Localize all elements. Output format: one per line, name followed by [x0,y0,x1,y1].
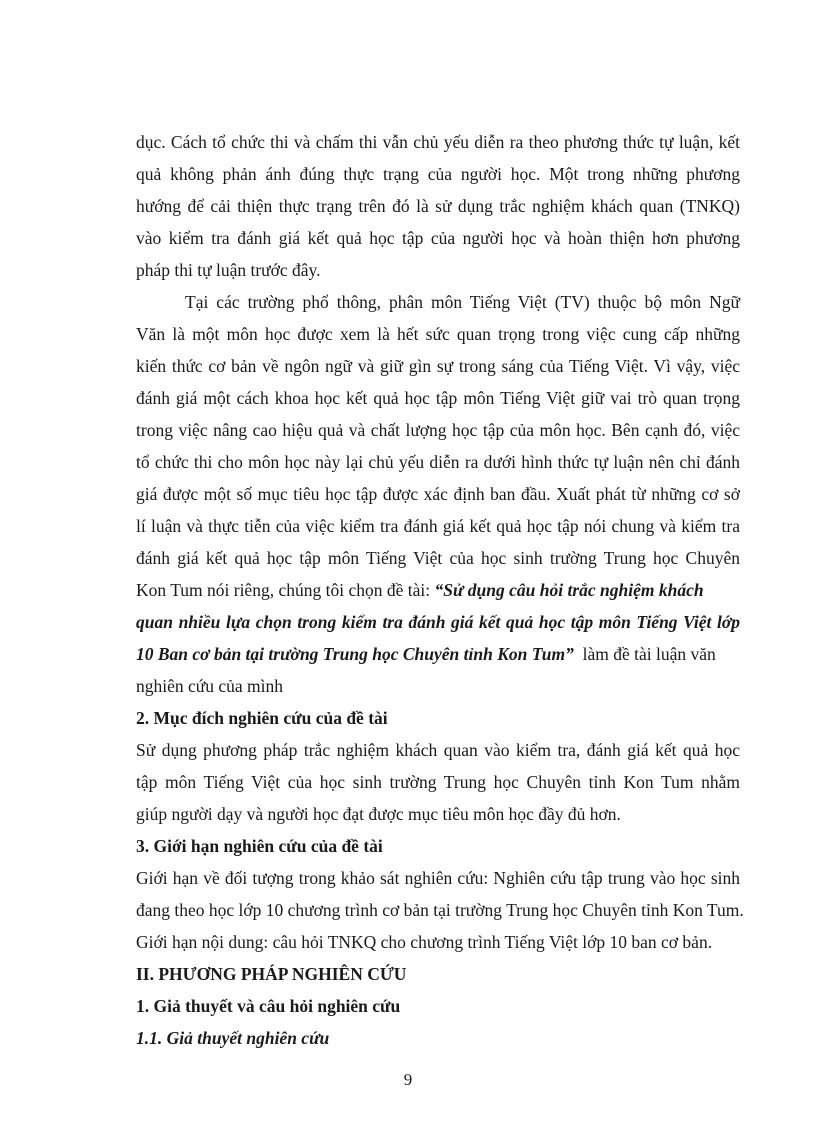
page-number: 9 [403,1070,413,1089]
body-text-line: hướng để cải thiện thực trạng trên đó là sử dụng trắc nghiệm khách quan (TNKQ) [136,196,740,216]
thesis-title-fragment: 10 Ban cơ bản tại trường Trung học Chuyên tỉnh Kon Tum” [136,644,574,664]
body-text-line: Giới hạn nội dung: câu hỏi TNKQ cho chương trình Tiếng Việt lớp 10 ban cơ bản. [136,932,713,952]
body-text-line: đánh giá kết quả học tập môn Tiếng Việt của học sinh trường Trung học Chuyên [136,548,740,568]
body-text-line: kiến thức cơ bản về ngôn ngữ và giữ gìn sự trong sáng của Tiếng Việt. Vì vậy, việc [136,356,740,376]
body-text-line [136,578,740,602]
body-text-line: giúp người dạy và người học đạt được mục tiêu môn học đầy đủ hơn. [136,804,621,824]
body-text-fragment: làm đề tài luận văn [573,644,716,664]
body-text-line: Giới hạn về đối tượng trong khảo sát nghiên cứu: Nghiên cứu tập trung vào học sinh [136,868,740,888]
body-text-line: vào kiểm tra đánh giá kết quả học tập của người học và hoàn thiện hơn phương [136,228,740,248]
body-text-line: tập môn Tiếng Việt của học sinh trường Trung học Chuyên tỉnh Kon Tum nhằm [136,772,740,792]
body-text-line: giá được một số mục tiêu học tập được xác định ban đầu. Xuất phát từ những cơ sở [136,484,740,504]
body-text-line: Sử dụng phương pháp trắc nghiệm khách quan vào kiểm tra, đánh giá kết quả học [136,740,740,760]
body-text-line [136,642,740,666]
subsubsection-heading: 1.1. Giả thuyết nghiên cứu [136,1028,330,1048]
body-text-line: lí luận và thực tiễn của việc kiểm tra đánh giá kết quả học tập nói chung và kiểm tra [136,516,740,536]
body-text-line: Tại các trường phổ thông, phân môn Tiếng Việt (TV) thuộc bộ môn Ngữ [185,292,740,312]
body-text-fragment: Kon Tum nói riêng, chúng tôi chọn đề tài: [136,580,435,600]
section-heading: 3. Giới hạn nghiên cứu của đề tài [136,836,383,856]
section-heading: 2. Mục đích nghiên cứu của đề tài [136,708,388,728]
body-text-line: pháp thi tự luận trước đây. [136,260,321,280]
part-heading: II. PHƯƠNG PHÁP NGHIÊN CỨU [136,964,407,984]
body-text-line: đang theo học lớp 10 chương trình cơ bản tại trường Trung học Chuyên tỉnh Kon Tum. [136,900,744,920]
body-text-line: nghiên cứu của mình [136,676,284,696]
body-text-line: dục. Cách tổ chức thi và chấm thi vẫn chủ yếu diễn ra theo phương thức tự luận, kết [136,132,740,152]
body-text-line: Văn là một môn học được xem là hết sức quan trọng trong việc cung cấp những [136,324,740,344]
thesis-title-line: quan nhiều lựa chọn trong kiểm tra đánh giá kết quả học tập môn Tiếng Việt lớp [136,612,740,632]
subsection-heading: 1. Giả thuyết và câu hỏi nghiên cứu [136,996,401,1016]
body-text-line: trong việc nâng cao hiệu quả và chất lượng học tập của môn học. Bên cạnh đó, việc [136,420,740,440]
body-text-line: đánh giá một cách khoa học kết quả học tập môn Tiếng Việt giữ vai trò quan trọng [136,388,740,408]
body-text-line: quả không phản ánh đúng thực trạng của người học. Một trong những phương [136,164,740,184]
thesis-title-fragment: “Sử dụng câu hỏi trắc nghiệm khách [434,580,704,600]
body-text-line: tổ chức thi cho môn học này lại chủ yếu diễn ra dưới hình thức tự luận nên chỉ đánh [136,452,740,472]
